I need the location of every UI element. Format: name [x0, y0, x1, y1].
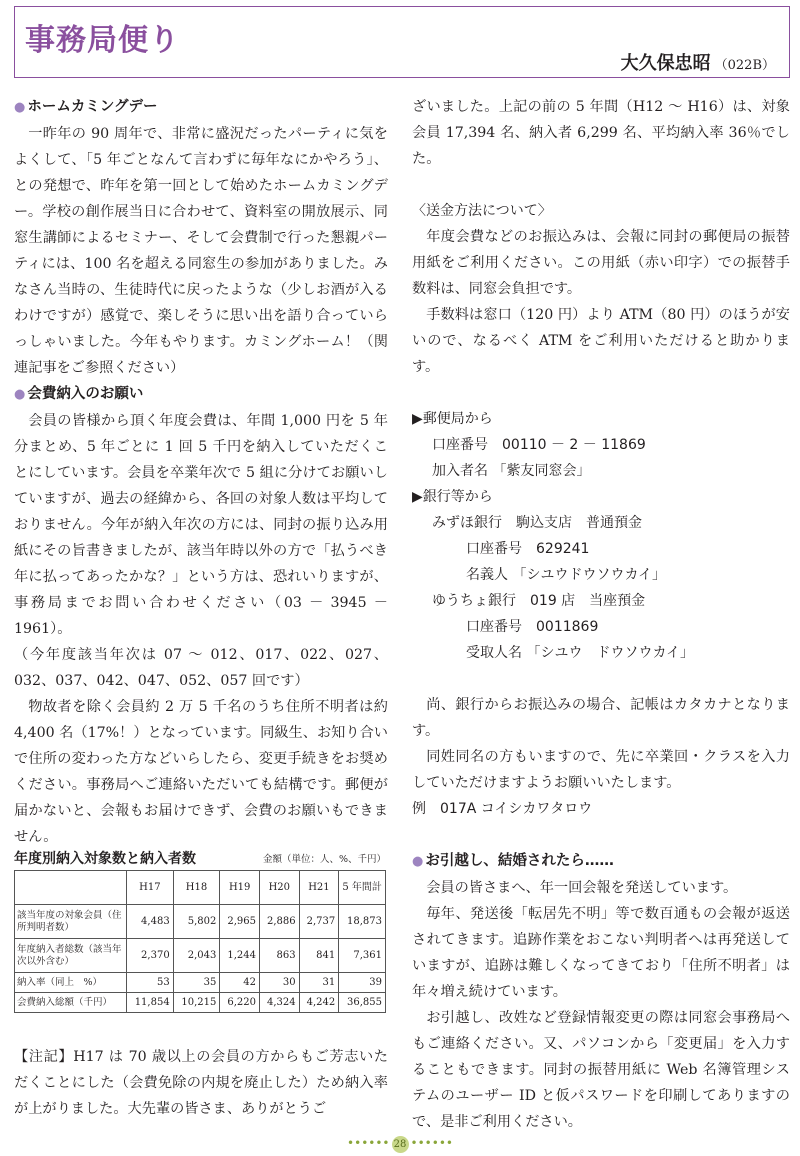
section-heading-moving: [412, 848, 790, 875]
table-title: 年度別納入対象数と納入者数: [14, 851, 196, 867]
moving-p3: お引越し、改姓など登録情報変更の際は同窓会事務局へもご連絡ください。又、パソコンから「変更届」を入力することもできます。同封の振替用紙に Web 名簿管理システムのユーザー ID と仮パスワードを印刷してありますので、是非ご利用ください。: [412, 1010, 790, 1130]
table-cell: 4,324: [260, 993, 300, 1013]
table-cell: 53: [127, 973, 174, 993]
row-label: 納入率（同上 %）: [15, 973, 127, 993]
page-dots-left: ••••••: [347, 1136, 390, 1150]
bank-route-label: ▶銀行等から: [412, 489, 493, 505]
page-dots-right: ••••••: [410, 1136, 453, 1150]
postal-account-number: 口座番号 00110 － 2 － 11869: [432, 437, 646, 453]
remittance-example: 例 017A コイシカワタロウ: [412, 801, 593, 817]
table-row: [15, 993, 386, 1013]
heading-text: ホームカミングデー: [27, 99, 158, 115]
payment-stats-table: [14, 870, 386, 1013]
fees-body-2: 物故者を除く会員約 2 万 5 千名のうち住所不明者は約 4,400 名（17%！）となっています。同級生、お知り合いで住所の変わった方などいらしたら、変更手続きをお奨めください。事務局へご連絡いただいても結構です。郵便が届かないと、会報もお届けできず、会費のお願いもできません。: [14, 699, 388, 845]
header-box: [14, 6, 790, 78]
table-cell: 4,242: [299, 993, 339, 1013]
bullet-icon: ●: [14, 100, 26, 115]
mizuho-account-number: 口座番号 629241: [466, 541, 590, 557]
table-cell: 7,361: [339, 939, 386, 973]
table-cell: 31: [299, 973, 339, 993]
table-title-row: [14, 848, 386, 870]
section-heading-homecoming: [14, 94, 388, 121]
table-cell: 10,215: [173, 993, 220, 1013]
column-header: H19: [220, 871, 260, 905]
column-header: H21: [299, 871, 339, 905]
table-row: [15, 939, 386, 973]
left-column: [14, 94, 388, 850]
column-header: 5 年間計: [339, 871, 386, 905]
table-cell: 1,244: [220, 939, 260, 973]
table-cell: 30: [260, 973, 300, 993]
table-cell: 863: [260, 939, 300, 973]
author-class: （022B）: [714, 58, 775, 73]
remittance-heading: 〈送金方法について〉: [412, 203, 552, 219]
remittance-account-list: [412, 406, 790, 666]
fees-body: 会員の皆様から頂く年度会費は、年間 1,000 円を 5 年分まとめ、5 年ごとに 1 回 5 千円を納入していただくことにしています。会員を卒業年次で 5 組に分けてお願いしていますが、過去の経緯から、各回の対象人数は平均しておりません。今年が納入年次の方には、同封の振り込み用紙にその旨書きましたが、該当年時以外の方で「払うべき年に払ってあったかな？」という方は、恐れいりますが、事務局までお問い合わせください（03 － 3945 － 1961）。: [14, 413, 388, 637]
author-name: 大久保忠昭: [620, 53, 711, 74]
right-column: [412, 94, 790, 1135]
remittance-p4: 同姓同名の方もいますので、先に卒業回・クラスを入力していただけますようお願いいたします。: [412, 749, 790, 791]
heading-text: 会費納入のお願い: [27, 386, 144, 402]
mizuho-bank-branch: みずほ銀行 駒込支店 普通預金: [432, 515, 642, 531]
continued-text: ざいました。上記の前の 5 年間（H12 ～ H16）は、対象会員 17,394 名、納入者 6,299 名、平均納入率 36％でした。: [412, 99, 790, 167]
column-header: H20: [260, 871, 300, 905]
table-cell: 2,965: [220, 905, 260, 939]
yucho-account-holder: 受取人名 「シユウ ドウソウカイ」: [466, 645, 695, 661]
section-heading-fees: [14, 381, 388, 408]
table-cell: 6,220: [220, 993, 260, 1013]
heading-text: お引越し、結婚されたら……: [425, 853, 614, 869]
bullet-icon: ●: [14, 387, 26, 402]
table-cell: 39: [339, 973, 386, 993]
row-label: 年度納入者総数（該当年次以外含む）: [15, 939, 127, 973]
column-header: H18: [173, 871, 220, 905]
author-line: [621, 49, 775, 75]
table-row: [15, 905, 386, 939]
table-cell: 5,802: [173, 905, 220, 939]
table-cell: 2,370: [127, 939, 174, 973]
table-cell: 2,737: [299, 905, 339, 939]
remittance-p2: 手数料は窓口（120 円）より ATM（80 円）のほうが安いので、なるべく ATM をご利用いただけると助かります。: [412, 307, 790, 375]
column-header: H17: [127, 871, 174, 905]
table-cell: 36,855: [339, 993, 386, 1013]
table-cell: 841: [299, 939, 339, 973]
table-row: [15, 973, 386, 993]
moving-p2: 毎年、発送後「転居先不明」等で数百通もの会報が返送されてきます。追跡作業をおこない判明者へは再発送していますが、追跡は難しくなってきており「住所不明者」は年々増え続けています。: [412, 906, 790, 1000]
table-cell: 2,043: [173, 939, 220, 973]
postal-account-holder: 加入者名 「紫友同窓会」: [432, 463, 591, 479]
table-cell: 4,483: [127, 905, 174, 939]
table-cell: 18,873: [339, 905, 386, 939]
page-number-badge: 28: [392, 1136, 409, 1153]
remittance-p3: 尚、銀行からお振込みの場合、記帳はカタカナとなります。: [412, 697, 790, 739]
yucho-account-number: 口座番号 0011869: [466, 619, 599, 635]
table-unit: 金額（単位：人、%、千円）: [262, 854, 386, 865]
table-cell: 2,886: [260, 905, 300, 939]
moving-p1: 会員の皆さまへ、年一回会報を発送しています。: [426, 880, 738, 896]
table-corner: [15, 871, 127, 905]
table-note: 【注記】H17 は 70 歳以上の会員の方からもご芳志いただくことにした（会費免除の内規を廃止した）ため納入率が上がりました。大先輩の皆さま、ありがとうご: [14, 1049, 388, 1117]
remittance-p1: 年度会費などのお振込みは、会報に同封の郵便局の振替用紙をご利用ください。この用紙（赤い印字）での振替手数料は、同窓会負担です。: [412, 229, 790, 297]
fees-target-years: （今年度該当年次は 07 ～ 012、017、022、027、032、037、042、047、052、057 回です）: [14, 647, 388, 689]
bullet-icon: ●: [412, 854, 424, 869]
page-title: 事務局便り: [25, 23, 180, 58]
row-label: 該当年度の対象会員（住所判明者数）: [15, 905, 127, 939]
table-header-row: [15, 871, 386, 905]
mizuho-account-holder: 名義人 「シユウドウソウカイ」: [466, 567, 667, 583]
row-label: 会費納入総額（千円）: [15, 993, 127, 1013]
homecoming-body: 一昨年の 90 周年で、非常に盛況だったパーティに気をよくして、「5 年ごとなんて言わずに毎年なにかやろう」、との発想で、昨年を第一回として始めたホームカミングデー。学校の創作展当日に合わせて、資料室の開放展示、同窓生講師によるセミナー、そして会費制で行った懇親パーティには、100 名を超える同窓生の参加がありました。みなさん当時の、生徒時代に戻ったような（少しお酒が入るわけですが）感覚で、楽しそうに思い出を語り合っていらっしゃいました。今年もやります。カミングホーム！（関連記事をご参照ください）: [14, 126, 388, 376]
table-cell: 11,854: [127, 993, 174, 1013]
yucho-bank-branch: ゆうちょ銀行 019 店 当座預金: [432, 593, 646, 609]
page-number: [0, 1136, 800, 1153]
table-cell: 42: [220, 973, 260, 993]
postal-route-label: ▶郵便局から: [412, 411, 493, 427]
table-cell: 35: [173, 973, 220, 993]
